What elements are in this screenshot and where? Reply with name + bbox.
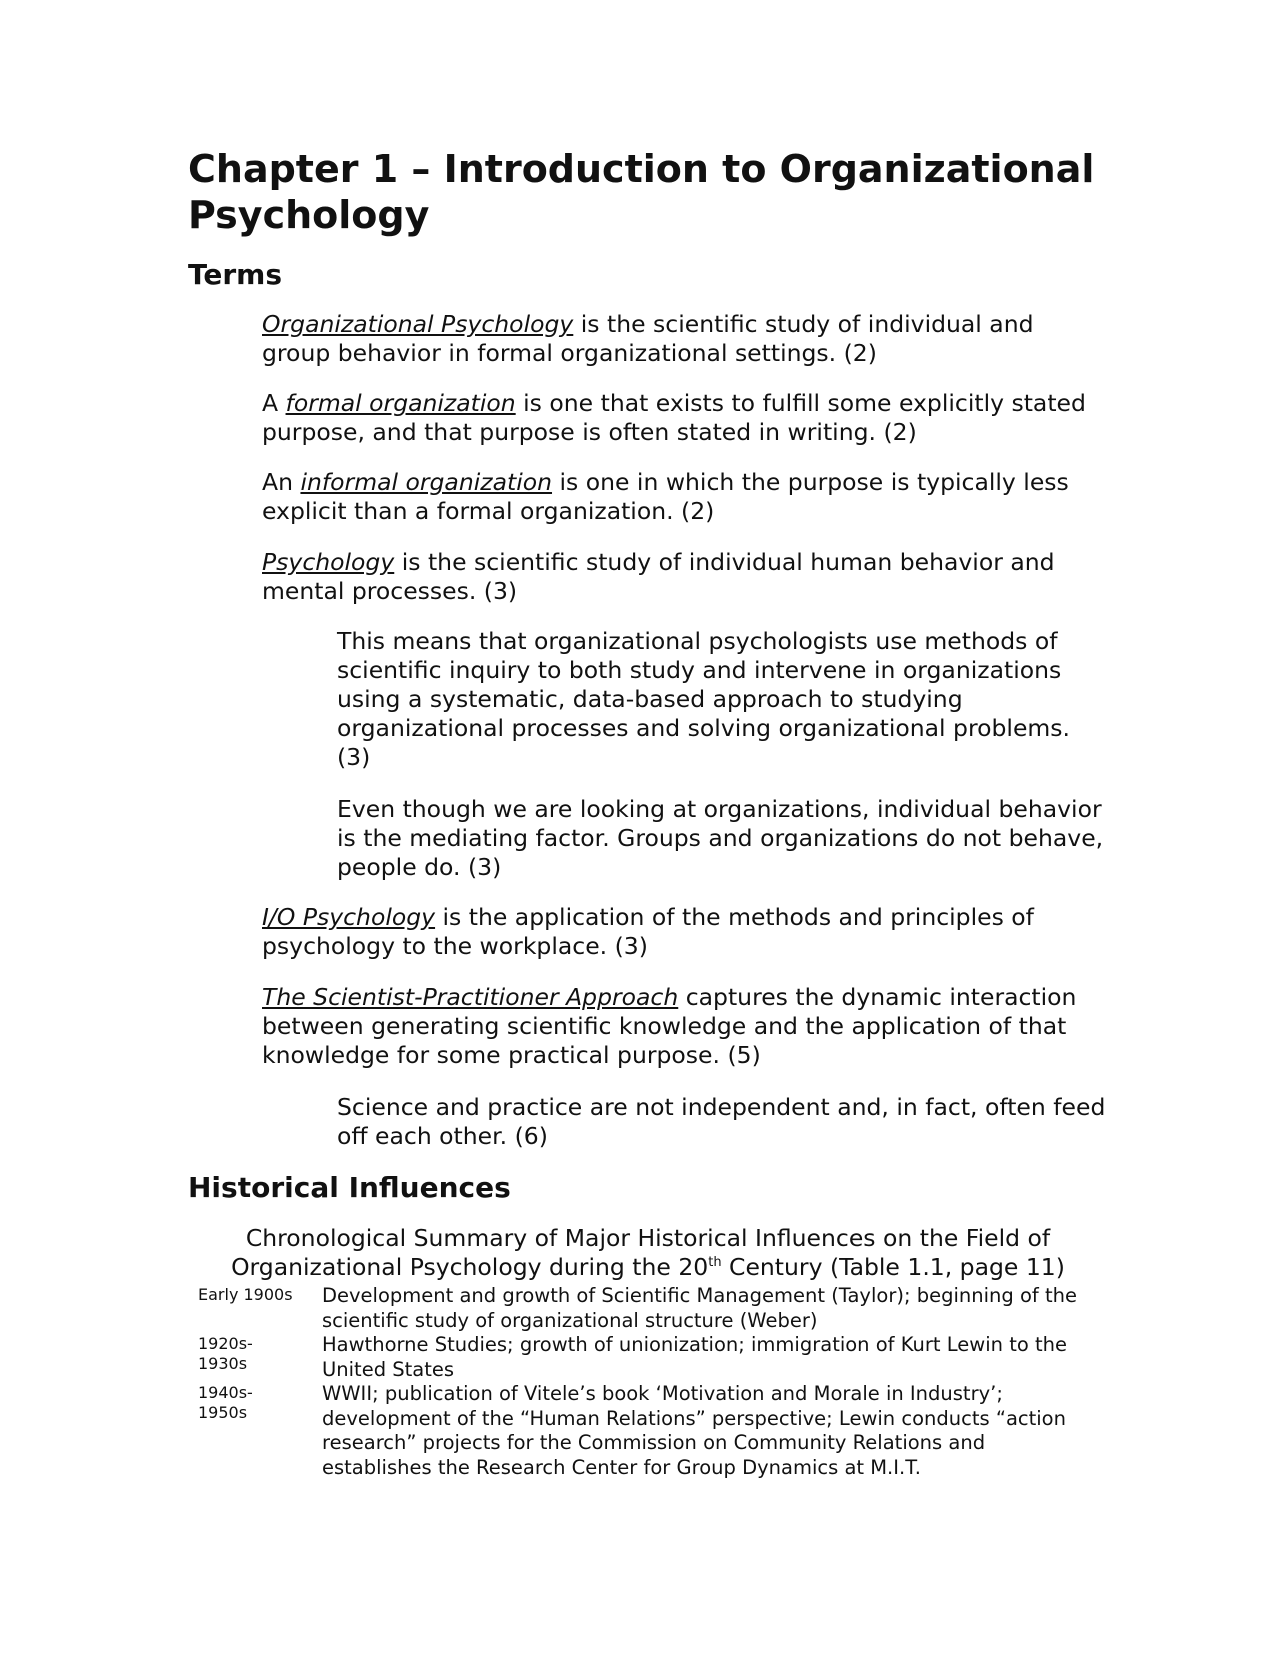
caption-line-1: Chronological Summary of Major Historical Influences on the Field of (245, 1224, 1051, 1252)
table-row (198, 1333, 1098, 1382)
term-scientist-practitioner (262, 983, 1102, 1070)
term-prefix: An (262, 468, 301, 496)
term-label: Organizational Psychology (262, 310, 574, 338)
table-row (198, 1382, 1098, 1480)
era-cell: Early 1900s (198, 1285, 293, 1304)
term-psychology (262, 548, 1102, 606)
term-prefix: A (262, 389, 286, 417)
term-definition: is one that exists to fulfill some explicitly stated purpose, and that purpose is often stated in writing. (2) (262, 389, 1086, 446)
term-definition: is the scientific study of individual and group behavior in formal organizational settings. (2) (262, 310, 1034, 367)
history-heading: Historical Influences (188, 1171, 511, 1204)
note-science-practice: Science and practice are not independent and, in fact, often feed off each other. (6) (337, 1093, 1106, 1150)
note-individual-behavior: Even though we are looking at organizations, individual behavior is the mediating factor. Groups and organizations do not behave, people do. (3) (337, 795, 1104, 881)
table-row (198, 1284, 1098, 1333)
term-definition: is the scientific study of individual human behavior and mental processes. (3) (262, 548, 1055, 605)
caption-line-2a: Organizational Psychology during the 20 (231, 1253, 709, 1281)
caption-line-2b: Century (Table 1.1, page 11) (721, 1253, 1065, 1281)
description-cell: WWII; publication of Vitele’s book ‘Motivation and Morale in Industry’; development of the “Human Relations” perspective; Lewin conducts “action research” projects for the Commission on Community Relations and establishes the Research Center for Group Dynamics at M.I.T. (322, 1382, 1066, 1479)
term-label: The Scientist-Practitioner Approach (262, 983, 679, 1011)
term-definition: is one in which the purpose is typically less explicit than a formal organization. (2) (262, 468, 1069, 525)
term-informal-organization (262, 468, 1102, 526)
term-formal-organization (262, 389, 1102, 447)
note-scientific-inquiry: This means that organizational psychologists use methods of scientific inquiry to both study and intervene in organizations using a systematic, data-based approach to studying organizational processes and solving organizational problems. (3) (337, 627, 1071, 771)
description-cell: Hawthorne Studies; growth of unionization; immigration of Kurt Lewin to the United States (322, 1333, 1067, 1381)
term-label: formal organization (285, 389, 516, 417)
term-definition: captures the dynamic interaction between generating scientific knowledge and the application of that knowledge for some practical purpose. (5) (262, 983, 1077, 1069)
era-cell: 1920s-1930s (198, 1334, 253, 1373)
term-label: informal organization (300, 468, 553, 496)
table-caption (188, 1224, 1108, 1282)
term-label: Psychology (262, 548, 395, 576)
timeline-table (198, 1284, 1098, 1480)
caption-superscript: th (708, 1255, 722, 1271)
term-io-psychology (262, 903, 1102, 961)
term-label: I/O Psychology (262, 903, 436, 931)
term-definition: is the application of the methods and principles of psychology to the workplace. (3) (262, 903, 1034, 960)
term-organizational-psychology (262, 310, 1102, 368)
chapter-title: Chapter 1 – Introduction to Organizational Psychology (188, 147, 1095, 237)
era-cell: 1940s-1950s (198, 1383, 253, 1422)
terms-heading: Terms (188, 258, 283, 291)
description-cell: Development and growth of Scientific Management (Taylor); beginning of the scientific study of organizational structure (Weber) (322, 1284, 1077, 1332)
